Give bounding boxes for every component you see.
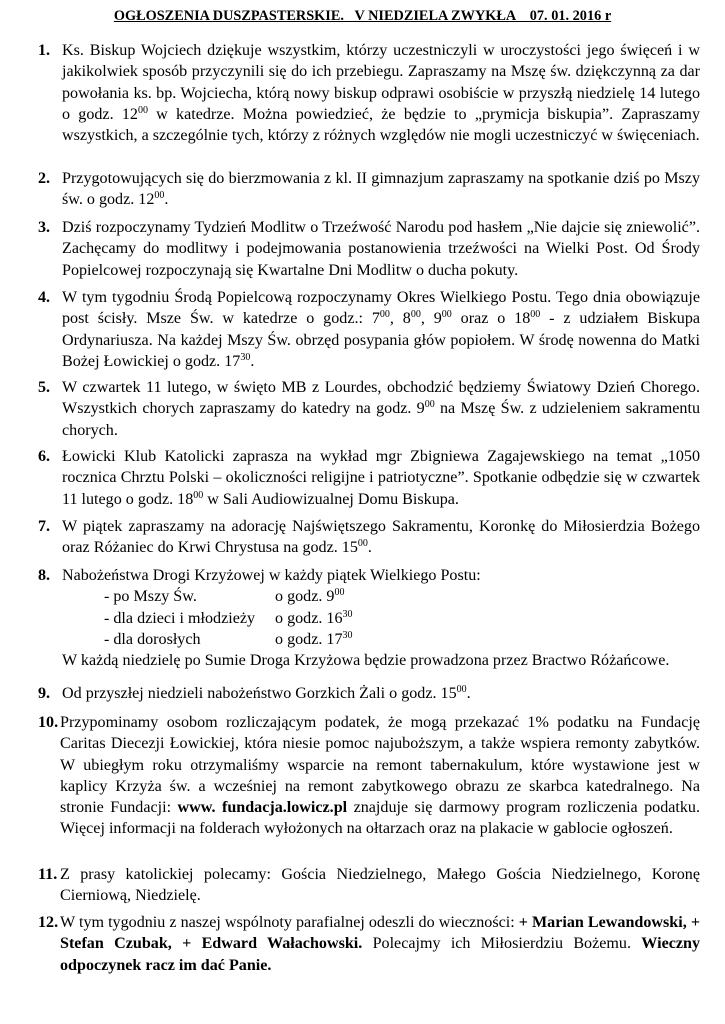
- schedule-row: - dla dzieci i młodzieży o godz. $16^{30}$: [104, 608, 353, 627]
- item-text: Przygotowujących się do bierzmowania z kl. II gimnazjum zapraszamy na spotkanie dziś po Mszy św. o godz. $12^{00}$.: [62, 170, 700, 209]
- schedule-row: - po Mszy Św. o godz. $9^{00}$: [104, 587, 345, 606]
- item-number: 7.: [38, 518, 51, 535]
- announcement-2: [38, 168, 700, 211]
- item-number: 10.: [38, 714, 59, 731]
- announcement-10: [38, 712, 700, 840]
- item-text: Z prasy katolickiej polecamy: Gościa Niedzielnego, Małego Gościa Niedzielnego, Koronę Cierniową, Niedzielę.: [60, 866, 700, 905]
- page-title: OGŁOSZENIA DUSZPASTERSKIE. V NIEDZIELA ZWYKŁA 07. 01. 2016 r: [113, 8, 612, 24]
- item-number: 1.: [38, 42, 51, 59]
- fundation-website-link[interactable]: www. fundacja.lowicz.pl: [177, 799, 348, 817]
- item-number: 8.: [38, 567, 51, 584]
- item-text: W każdą niedzielę po Sumie Droga Krzyżowa będzie prowadzona przez Bractwo Różańcowe.: [62, 652, 670, 670]
- announcement-7: [38, 516, 700, 559]
- announcement-12: [38, 912, 700, 976]
- item-number: 6.: [38, 448, 51, 465]
- announcement-4: [38, 287, 700, 372]
- deceased-names: + Marian Lewandowski, + Stefan Czubak, + Edward Wałachowski.: [60, 914, 700, 953]
- item-number: 11.: [38, 866, 58, 883]
- announcement-1: [38, 40, 700, 146]
- announcement-11: [38, 864, 700, 907]
- item-number: 12.: [38, 914, 59, 931]
- schedule-row: - dla dorosłych o godz. $17^{30}$: [104, 629, 353, 648]
- item-text: Łowicki Klub Katolicki zaprasza na wykład mgr Zbigniewa Zagajewskiego na temat „1050 rocznica Chrztu Polski – okoliczności religijne i patriotyczne”. Spotkanie odbędzie się w czwartek 11 lutego o godz. $18^{00}$ w Sali Audiowizualnej Domu Biskupa.: [62, 448, 700, 508]
- item-text: Nabożeństwa Drogi Krzyżowej w każdy piątek Wielkiego Postu:: [62, 567, 481, 584]
- item-number: 3.: [38, 219, 51, 236]
- item-text: W piątek zapraszamy na adorację Najświętszego Sakramentu, Koronkę do Miłosierdzia Bożego oraz Różaniec do Krwi Chrystusa na godz. $15^{00}$.: [62, 518, 700, 557]
- announcement-3: [38, 217, 700, 281]
- item-number: 5.: [38, 379, 51, 396]
- item-text: Ks. Biskup Wojciech dziękuje wszystkim, którzy uczestniczyli w uroczystości jego święceń i w jakikolwiek sposób przyczynili się do ich przebiegu. Zapraszamy na Mszę św. dziękczynną za dar powołania ks. bp. Wojciecha, którą nowy biskup odprawi osobiście w przyszłą niedzielę 14 lutego o godz. $12^{00}$ w katedrze. Można powiedzieć, że będzie to „prymicja biskupia”. Zapraszamy wszystkich, a szczególnie tych, którzy z różnych względów nie mogli uczestniczyć w święceniach.: [62, 42, 700, 145]
- item-number: 4.: [38, 289, 51, 306]
- item-text: W tym tygodniu z naszej wspólnoty parafialnej odeszli do wieczności: + Marian Lewandowski, + Stefan Czubak, + Edward Wałachowski. Polecajmy ich Miłosierdziu Bożemu. Wieczny odpoczynek racz im dać Panie.: [60, 914, 700, 974]
- announcement-9: [38, 683, 700, 704]
- item-text: W tym tygodniu Środą Popielcową rozpoczynamy Okres Wielkiego Postu. Tego dnia obowiązuje post ścisły. Msze Św. w katedrze o godz.: $7^{00}$, $8^{00}$, $9^{00}$ oraz o $18^{00}$ - z udziałem Biskupa Ordynariusza. Na każdej Mszy Św. obrzęd posypania głów popiołem. W środę nowenna do Matki Bożej Łowickiej o godz. $17^{30}$.: [62, 289, 701, 370]
- item-number: 2.: [38, 170, 51, 187]
- item-number: 9.: [38, 685, 51, 702]
- item-text: Przypominamy osobom rozliczającym podatek, że mogą przekazać 1% podatku na Fundację Caritas Diecezji Łowickiej, która niesie pomoc najuboższym, a także wspiera remonty zabytków. W ubiegłym roku otrzymaliśmy wsparcie na remont tabernakulum, które wystawione jest w kaplicy Krzyża św. a wcześniej na remont zabytkowego obrazu ze skarbca katedralnego. Na stronie Fundacji: www. fundacja.lowicz.pl znajduje się darmowy program rozliczenia podatku. Więcej informacji na folderach wyłożonych na ołtarzach oraz na plakacie w gablocie ogłoszeń.: [60, 714, 701, 838]
- announcement-5: [38, 377, 700, 441]
- item-text: W czwartek 11 lutego, w święto MB z Lourdes, obchodzić będziemy Światowy Dzień Chorego. Wszystkich chorych zapraszamy do katedry na godz. $9^{00}$ na Mszę Św. z udzieleniem sakramentu chorych.: [62, 379, 700, 439]
- announcement-6: [38, 446, 700, 510]
- prayer-text: Wieczny odpoczynek racz im dać Panie.: [60, 935, 700, 974]
- item-text: Od przyszłej niedzieli nabożeństwo Gorzkich Żali o godz. $15^{00}$.: [62, 684, 471, 702]
- item-text: Dziś rozpoczynamy Tydzień Modlitw o Trzeźwość Narodu pod hasłem „Nie dajcie się zniewolić”. Zachęcamy do modlitwy i podejmowania postanowienia trzeźwości na Wielki Post. Od Środy Popielcowej rozpoczynają się Kwartalne Dni Modlitw o ducha pokuty.: [62, 219, 700, 279]
- announcement-8: [38, 565, 700, 671]
